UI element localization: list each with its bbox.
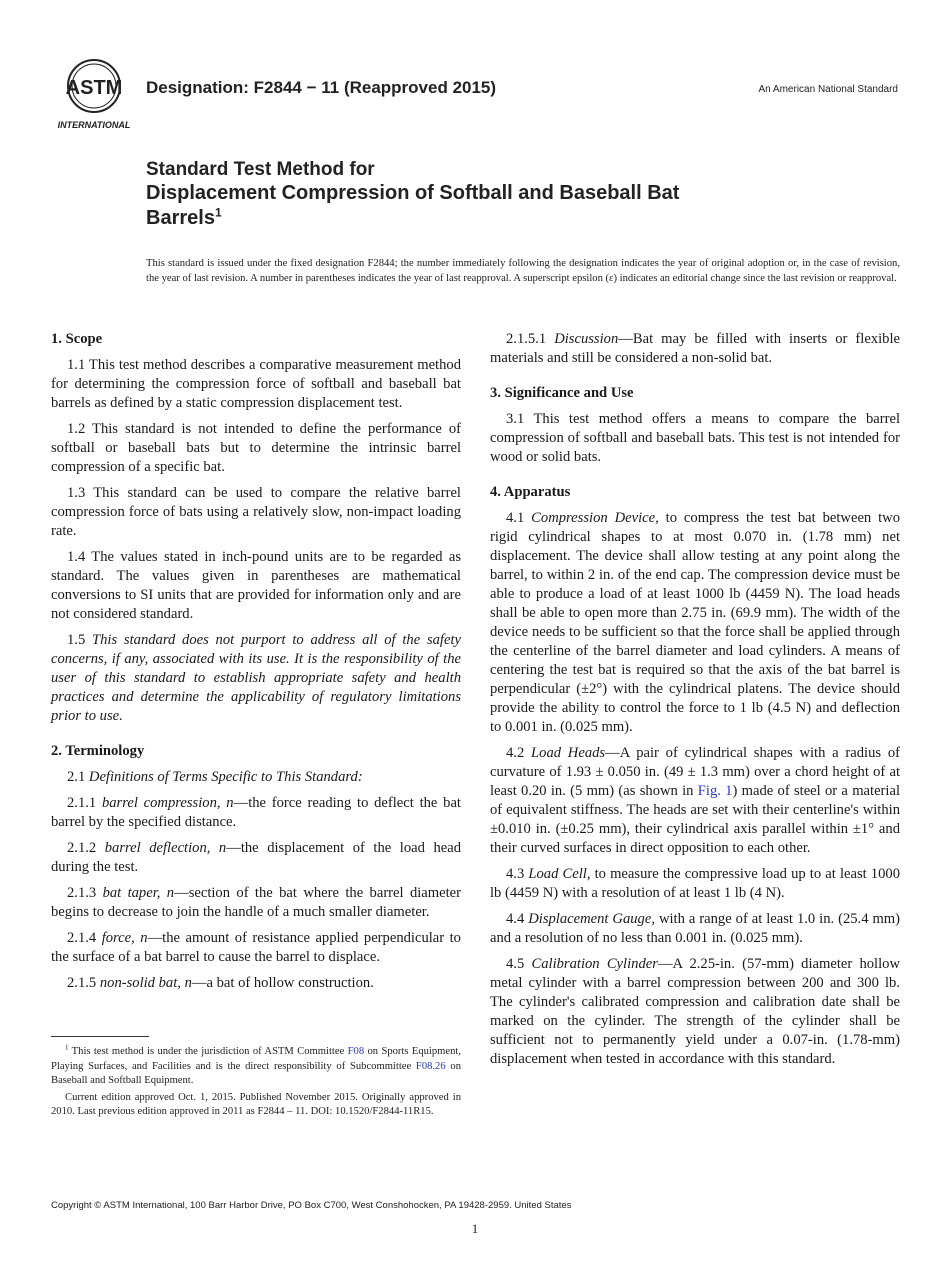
- logo-subtext: INTERNATIONAL: [57, 120, 131, 130]
- paragraph-number: 4.4: [506, 911, 525, 927]
- paragraph-2-1-text: Definitions of Terms Specific to This Standard:: [88, 769, 363, 785]
- definition-term: force, n: [101, 930, 148, 946]
- discussion-term: Discussion: [554, 331, 619, 347]
- definition-2-1-1: [51, 794, 461, 832]
- paragraph-1-5-text: This standard does not purport to address all of the safety concerns, if any, associated with its use. It is the responsibility of the user of this standard to establish appropriate safety and health practices and determine the applicability of regulatory limitations prior to use.: [51, 632, 461, 724]
- discussion-2-1-5-1: [490, 330, 900, 368]
- paragraph-1-4: 1.4 The values stated in inch-pound units are to be regarded as standard. The values given in parentheses are mathematical conversions to SI units that are provided for information only and are not considered standard.: [51, 549, 461, 622]
- section-heading-apparatus: 4. Apparatus: [490, 484, 571, 500]
- definition-number: 2.1.1: [67, 795, 97, 811]
- paragraph-text: to compress the test bat between two rigid cylindrical shapes to at most 0.070 in. (1.78 mm) net displacement. The device shall allow testing at any point along the barrel, to within 2 in. of the end cap. The compression device must be able to produce a load of at least 1000 lb (4459 N). The load heads shall be able to open more than 2.75 in. (69.9 mm). The width of the device needs to be sufficient so that the force shall be applied through the centerline of the barrel diameter and load cylinders. A means of centering the test bat is required so that the axis of the bat barrel is perpendicular (±2°) with the cylindrical platens. The device should provide the ability to control the force to 1 lb (4.5 N) and deflection to 0.001 in. (0.025 mm).: [490, 510, 901, 735]
- title-line-1: Standard Test Method for: [146, 159, 375, 180]
- definition-term: bat taper, n: [102, 885, 175, 901]
- title-line-3: [146, 206, 846, 231]
- paragraph-1-1: 1.1 This test method describes a comparative measurement method for determining the compression force of softball and baseball bat barrels as defined by a static compression displacement test.: [51, 357, 461, 411]
- title-line-2: Displacement Compression of Softball and Baseball Bat: [146, 182, 680, 204]
- definition-text: —the force reading to deflect the bat barrel by the specified distance.: [51, 795, 461, 830]
- paragraph-number: 4.3: [506, 866, 525, 882]
- document-title: [146, 158, 846, 231]
- paragraph-4-2: [490, 744, 900, 858]
- paragraph-text: ) made of steel or a material of equivalent stiffness. The heads are set with their centerline's within ±0.010 in. (±0.25 mm), their cylindrical axis parallel within ±1° and their curved surfaces in direct opposition to each other.: [490, 783, 900, 856]
- copyright-notice: Copyright © ASTM International, 100 Barr Harbor Drive, PO Box C700, West Conshohocken, PA 19428-2959. United States: [51, 1200, 572, 1211]
- paragraph-2-1-number: 2.1: [67, 769, 86, 785]
- definition-text: —a bat of hollow construction.: [191, 975, 374, 991]
- title-line-3-text: Barrels: [146, 207, 215, 229]
- page-number: 1: [471, 1221, 479, 1236]
- national-standard-label: An American National Standard: [758, 84, 898, 95]
- definition-text: —the amount of resistance applied perpendicular to the surface of a bat barrel to cause the barrel to displace.: [51, 930, 461, 965]
- definition-term: non-solid bat, n: [99, 975, 192, 991]
- footnote-text: on Sports Equipment, Playing Surfaces, and Facilities and is the direct responsibility of Subcommittee: [51, 1046, 462, 1072]
- link-f08[interactable]: F08: [347, 1046, 365, 1057]
- definition-2-1-3: [51, 884, 461, 922]
- paragraph-text: with a range of at least 1.0 in. (25.4 mm) and a resolution of no less than 0.001 in. (0.025 mm).: [490, 911, 901, 946]
- paragraph-1-5: [51, 631, 461, 726]
- left-column: [51, 330, 461, 1000]
- link-fig-1[interactable]: Fig. 1: [697, 783, 733, 799]
- paragraph-text: —A pair of cylindrical shapes with a radius of curvature of 1.93 ± 0.050 in. (49 ± 1.3 mm) over a chord height of at least 0.20 in. (5 mm) (as shown in: [490, 745, 900, 799]
- section-heading-scope: 1. Scope: [51, 331, 103, 347]
- paragraph-4-3: [490, 865, 900, 903]
- definition-text: —section of the bat where the barrel diameter begins to decrease to join the handle of a much smaller diameter.: [51, 885, 461, 920]
- definition-2-1-5: [51, 974, 461, 993]
- designation: Designation: F2844 − 11 (Reapproved 2015): [146, 78, 497, 97]
- paragraph-term: Calibration Cylinder: [531, 956, 658, 972]
- paragraph-1-2: 1.2 This standard is not intended to define the performance of softball or baseball bats but to determine the intrinsic barrel compression of a specific bat.: [51, 421, 461, 475]
- discussion-number: 2.1.5.1: [506, 331, 547, 347]
- section-heading-terminology: 2. Terminology: [51, 743, 145, 759]
- paragraph-4-5: [490, 955, 900, 1069]
- definition-term: barrel deflection, n: [104, 840, 227, 856]
- paragraph-number: 4.2: [506, 745, 525, 761]
- astm-logo-icon: [52, 58, 136, 132]
- issuance-note: This standard is issued under the fixed designation F2844; the number immediately following the designation indicates the year of original adoption or, in the case of revision, the year of last revision. A number in parentheses indicates the year of last reapproval. A superscript epsilon (ε) indicates an editorial change since the last revision or reapproval.: [146, 258, 900, 284]
- section-heading-significance: 3. Significance and Use: [490, 385, 634, 401]
- link-f08-26[interactable]: F08.26: [415, 1060, 446, 1072]
- definition-text: —the displacement of the load head during the test.: [51, 840, 461, 875]
- discussion-text: —Bat may be filled with inserts or flexible materials and still be considered a non-solid bat.: [490, 331, 900, 366]
- footnote-divider: [51, 1036, 149, 1037]
- paragraph-text: —A 2.25-in. (57-mm) diameter hollow metal cylinder with a barrel compression between 200 and 300 lb. The cylinder's calibrated compression and calibration date shall be marked on the cylinder. The strength of the cylinder shall be sufficient not to permanently yield under a 0.07-in. (1.78-mm) displacement when tested in accordance with this standard.: [490, 956, 900, 1067]
- astm-logo: [52, 58, 136, 132]
- definition-2-1-2: [51, 839, 461, 877]
- definition-number: 2.1.3: [67, 885, 97, 901]
- footnote-text: This test method is under the jurisdiction of ASTM Committee: [71, 1046, 345, 1057]
- paragraph-3-1: 3.1 This test method offers a means to compare the barrel compression of softball and baseball bats. This test is not intended for wood or solid bats.: [490, 411, 900, 465]
- definition-number: 2.1.2: [67, 840, 97, 856]
- paragraph-term: Displacement Gauge,: [528, 911, 655, 927]
- paragraph-1-3: 1.3 This standard can be used to compare the relative barrel compression force of bats using a relatively slow, non-impact loading rate.: [51, 485, 461, 539]
- paragraph-number: 4.5: [506, 956, 525, 972]
- paragraph-number: 4.1: [506, 510, 525, 526]
- title-footnote-mark[interactable]: 1: [214, 205, 222, 220]
- paragraph-2-1: [51, 768, 461, 787]
- footnote-mark: 1: [65, 1043, 69, 1052]
- paragraph-term: Load Cell,: [528, 866, 591, 882]
- paragraph-term: Load Heads: [531, 745, 606, 761]
- paragraph-1-5-number: 1.5: [67, 632, 86, 648]
- definition-term: barrel compression, n: [101, 795, 234, 811]
- paragraph-4-1: [490, 509, 900, 737]
- footnote-text: on Baseball and Softball Equipment.: [51, 1060, 461, 1087]
- footnote-1: [51, 1045, 461, 1089]
- paragraph-4-4: [490, 910, 900, 948]
- footnote-edition: Current edition approved Oct. 1, 2015. Published November 2015. Originally approved in 2010. Last previous edition approved in 2011 as F2844 – 11. DOI: 10.1520/F2844-11R15.: [51, 1091, 461, 1118]
- definition-2-1-4: [51, 929, 461, 967]
- paragraph-text: to measure the compressive load up to at least 1000 lb (4459 N) with a resolution of at least 1 lb (4 N).: [490, 866, 900, 901]
- right-column: [490, 330, 900, 1076]
- definition-number: 2.1.5: [67, 975, 97, 991]
- definition-number: 2.1.4: [67, 930, 97, 946]
- paragraph-term: Compression Device,: [531, 510, 659, 526]
- logo-text: ASTM: [65, 77, 123, 99]
- footnotes: [51, 1045, 461, 1122]
